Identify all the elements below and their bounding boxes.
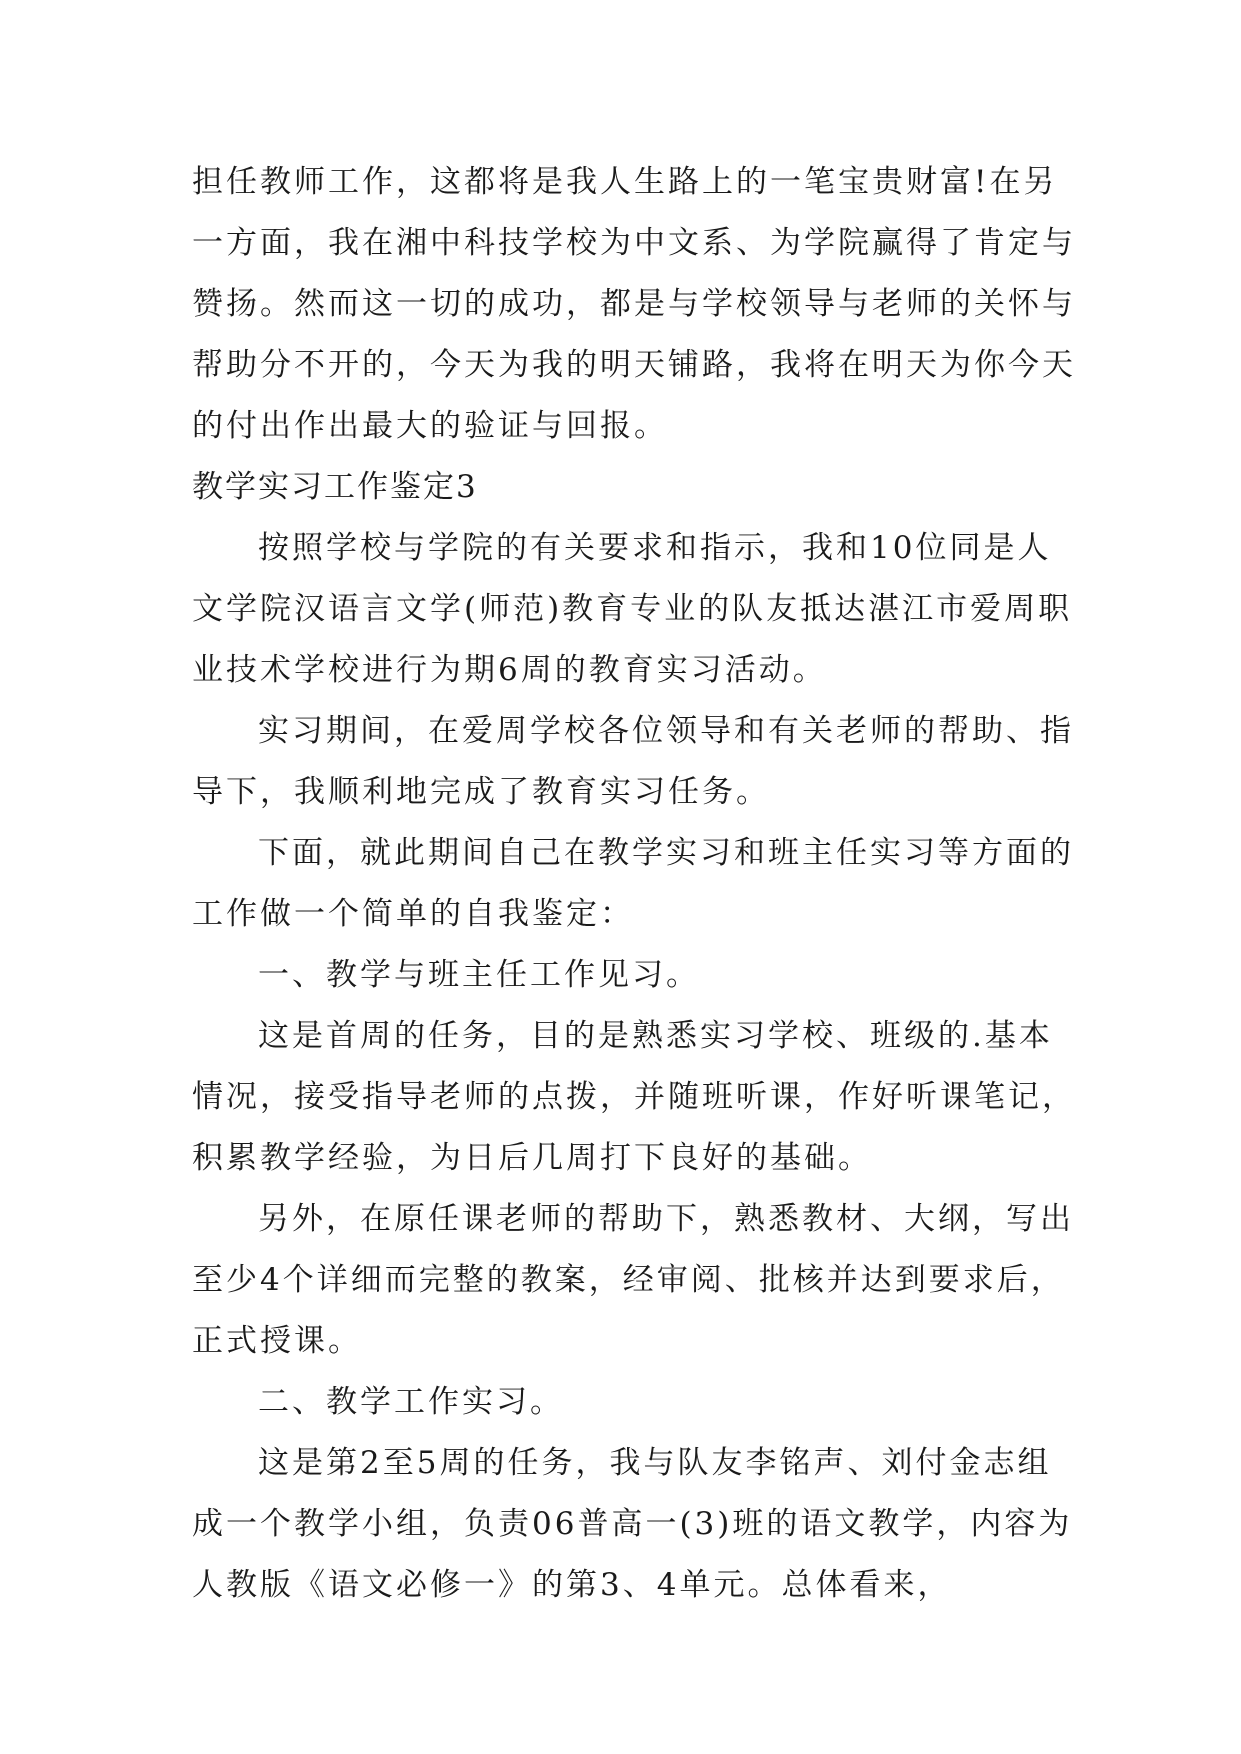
- text-line: 导下，我顺利地完成了教育实习任务。: [192, 774, 770, 810]
- text-line: 文学院汉语言文学(师范)教育专业的队友抵达湛江市爱周职: [192, 591, 1073, 627]
- text-line: 工作做一个简单的自我鉴定：: [192, 896, 634, 932]
- text-line: 赞扬。然而这一切的成功，都是与学校领导与老师的关怀与: [192, 286, 1076, 322]
- text-line: 帮助分不开的，今天为我的明天铺路，我将在明天为你今天: [192, 347, 1076, 383]
- text-line: 积累教学经验，为日后几周打下良好的基础。: [192, 1140, 872, 1176]
- text-line: 一方面，我在湘中科技学校为中文系、为学院赢得了肯定与: [192, 225, 1076, 261]
- text-line: 情况，接受指导老师的点拨，并随班听课，作好听课笔记，: [192, 1079, 1076, 1115]
- document-body: [192, 152, 1076, 1616]
- section-heading: 教学实习工作鉴定3: [192, 469, 478, 505]
- paragraph-first-line: 按照学校与学院的有关要求和指示，我和10位同是人: [258, 530, 1052, 566]
- paragraph-first-line: 这是首周的任务，目的是熟悉实习学校、班级的.基本: [258, 1018, 1053, 1054]
- text-line: 正式授课。: [192, 1323, 362, 1359]
- text-line: 担任教师工作，这都将是我人生路上的一笔宝贵财富!在另: [192, 164, 1058, 200]
- paragraph-first-line: 实习期间，在爱周学校各位领导和有关老师的帮助、指: [258, 713, 1074, 749]
- text-line: 的付出作出最大的验证与回报。: [192, 408, 668, 444]
- subsection-heading: 一、教学与班主任工作见习。: [258, 957, 700, 993]
- text-line: 成一个教学小组，负责06普高一(3)班的语文教学，内容为: [192, 1506, 1073, 1542]
- text-line: 至少4个详细而完整的教案，经审阅、批核并达到要求后，: [192, 1262, 1065, 1298]
- paragraph-first-line: 下面，就此期间自己在教学实习和班主任实习等方面的: [258, 835, 1074, 871]
- text-line: 业技术学校进行为期6周的教育实习活动。: [192, 652, 827, 688]
- subsection-heading: 二、教学工作实习。: [258, 1384, 564, 1420]
- text-line: 人教版《语文必修一》的第3、4单元。总体看来，: [192, 1567, 952, 1603]
- paragraph-first-line: 另外，在原任课老师的帮助下，熟悉教材、大纲，写出: [258, 1201, 1074, 1237]
- paragraph-first-line: 这是第2至5周的任务，我与队友李铭声、刘付金志组: [258, 1445, 1052, 1481]
